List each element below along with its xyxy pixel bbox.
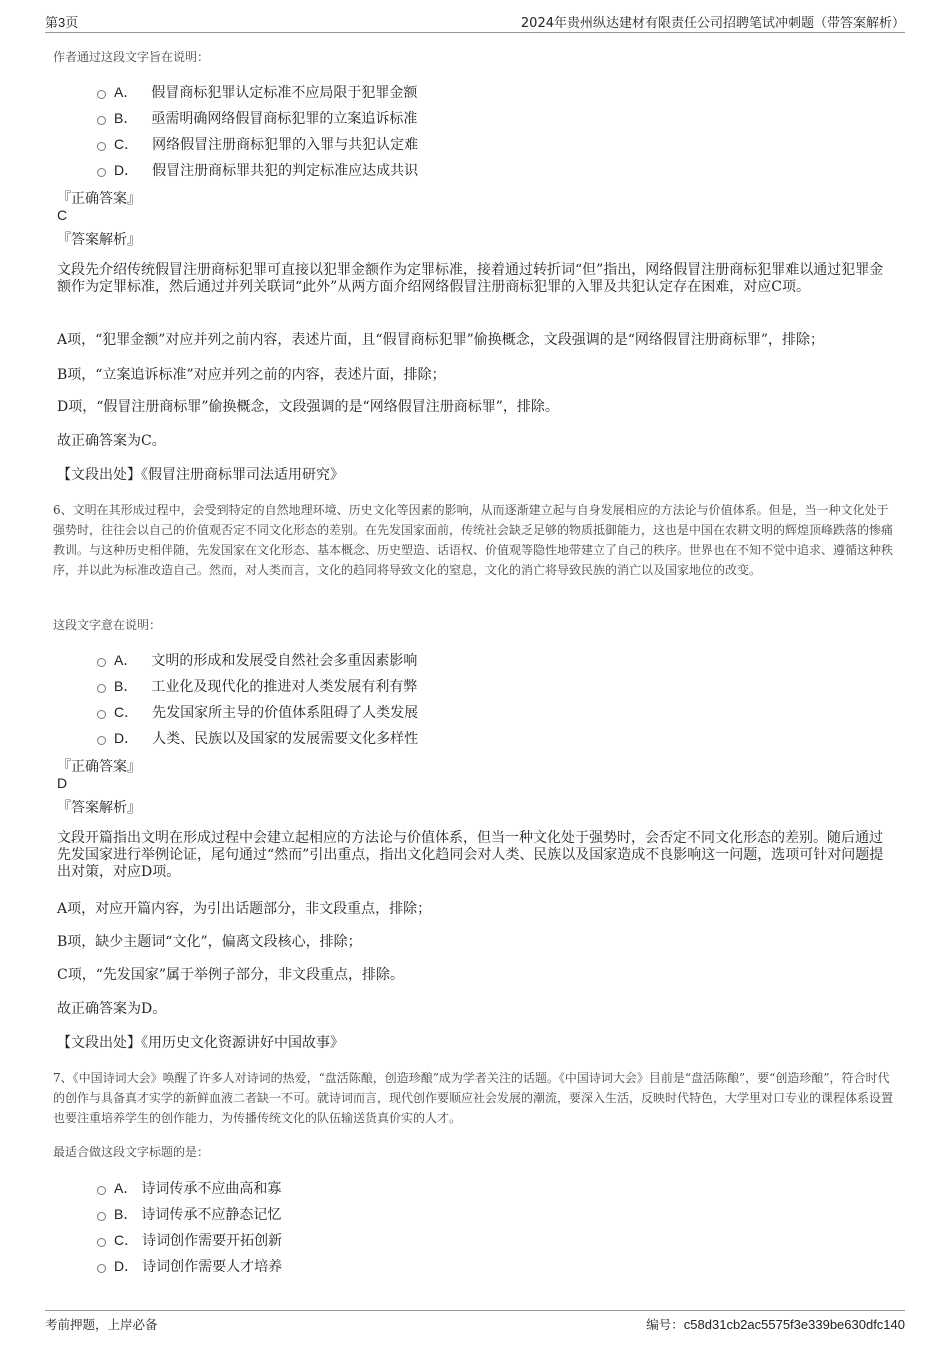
q5-option-b[interactable]: [97, 108, 417, 128]
source-citation: 【文段出处】《用历史文化资源讲好中国故事》: [57, 1035, 344, 1051]
analysis-paragraph: B项，缺少主题词“文化”，偏离文段核心，排除；: [57, 934, 362, 950]
option-text: 工业化及现代化的推进对人类发展有利有弊: [151, 679, 418, 695]
analysis-paragraph: 故正确答案为D。: [57, 1001, 167, 1017]
page-footer: [45, 1310, 905, 1333]
answer-label: 『正确答案』: [57, 191, 141, 207]
option-text: 人类、民族以及国家的发展需要文化多样性: [152, 731, 419, 747]
radio-icon[interactable]: [97, 168, 106, 177]
radio-icon[interactable]: [97, 658, 106, 667]
code-label: 编号：: [646, 1317, 684, 1332]
option-letter: D．: [114, 730, 139, 746]
radio-icon[interactable]: [97, 736, 106, 745]
analysis-paragraph: B项，“立案追诉标准”对应并列之前的内容，表述片面，排除；: [57, 367, 446, 383]
option-letter: B．: [114, 1206, 138, 1222]
option-letter: D．: [114, 162, 139, 178]
option-text: 假冒注册商标罪共犯的判定标准应达成共识: [152, 163, 419, 179]
q7-option-a[interactable]: [97, 1178, 281, 1198]
analysis-paragraph: A项，对应开篇内容，为引出话题部分，非文段重点，排除；: [57, 901, 432, 917]
q6-option-c[interactable]: [97, 702, 418, 722]
correct-answer: D: [57, 775, 68, 791]
q5-option-c[interactable]: [97, 134, 418, 154]
radio-icon[interactable]: [97, 710, 106, 719]
q7-option-b[interactable]: [97, 1204, 281, 1224]
analysis-label: 『答案解析』: [57, 232, 141, 248]
option-text: 亟需明确网络假冒商标犯罪的立案追诉标准: [151, 111, 418, 127]
code-value: c58d31cb2ac5575f3e339be630dfc140: [683, 1317, 905, 1332]
page-number: 第3页: [45, 15, 79, 30]
option-text: 诗词传承不应曲高和寡: [141, 1181, 282, 1197]
radio-icon[interactable]: [97, 1186, 106, 1195]
answer-label: 『正确答案』: [57, 759, 141, 775]
option-letter: C．: [114, 136, 139, 152]
option-text: 网络假冒注册商标犯罪的入罪与共犯认定难: [152, 137, 419, 153]
radio-icon[interactable]: [97, 1264, 106, 1273]
q7-option-d[interactable]: [97, 1256, 282, 1276]
option-text: 诗词创作需要人才培养: [142, 1259, 283, 1275]
radio-icon[interactable]: [97, 142, 106, 151]
analysis-paragraph: C项，“先发国家”属于举例子部分，非文段重点，排除。: [57, 967, 405, 983]
analysis-paragraph: D项，“假冒注册商标罪”偷换概念，文段强调的是“网络假冒注册商标罪”，排除。: [57, 399, 559, 415]
q6-option-a[interactable]: [97, 650, 417, 670]
radio-icon[interactable]: [97, 90, 106, 99]
correct-answer: C: [57, 207, 68, 223]
analysis-paragraph: 故正确答案为C。: [57, 433, 166, 449]
option-letter: A．: [114, 1180, 138, 1196]
option-text: 诗词传承不应静态记忆: [141, 1207, 282, 1223]
page-header: [45, 12, 905, 33]
q5-option-d[interactable]: [97, 160, 418, 180]
q5-prompt: 作者通过这段文字旨在说明：: [53, 50, 210, 64]
q7-passage: 7、《中国诗词大会》唤醒了许多人对诗词的热爱，“盘活陈酿，创造珍酿”成为学者关注的话题。《中国诗词大会》目前是“盘活陈酿”，要“创造珍酿”，符合时代的创作与具备真才实学的新鲜血液二者缺一不可。就诗词而言，现代创作要顺应社会发展的潮流，要深入生活，反映时代特色，大学里对口专业的课程体系设置也要注重培养学生的创作能力，为传播传统文化的队伍输送货真价实的人才。: [53, 1071, 894, 1125]
document-code: [646, 1315, 905, 1333]
source-citation: 【文段出处】《假冒注册商标罪司法适用研究》: [57, 467, 344, 483]
analysis-label: 『答案解析』: [57, 800, 141, 816]
q7-option-c[interactable]: [97, 1230, 282, 1250]
option-letter: A．: [114, 84, 138, 100]
radio-icon[interactable]: [97, 684, 106, 693]
radio-icon[interactable]: [97, 1212, 106, 1221]
option-text: 先发国家所主导的价值体系阻碍了人类发展: [152, 705, 419, 721]
analysis-paragraph: 文段开篇指出文明在形成过程中会建立起相应的方法论与价值体系，但当一种文化处于强势时，会否定不同文化形态的差别。随后通过先发国家进行举例论证，尾句通过“然而”引出重点，指出文化趋同会对人类、民族以及国家造成不良影响这一问题，选项可针对问题提出对策，对应D项。: [57, 830, 884, 880]
q7-prompt: 最适合做这段文字标题的是：: [53, 1145, 210, 1159]
radio-icon[interactable]: [97, 1238, 106, 1247]
q6-prompt: 这段文字意在说明：: [53, 618, 162, 632]
document-title: 2024年贵州纵达建材有限责任公司招聘笔试冲刺题（带答案解析）: [520, 16, 905, 31]
option-text: 文明的形成和发展受自然社会多重因素影响: [151, 653, 418, 669]
option-letter: B．: [114, 678, 138, 694]
analysis-paragraph: A项，“犯罪金额”对应并列之前内容，表述片面，且“假冒商标犯罪”偷换概念，文段强调的是“网络假冒注册商标罪”，排除；: [57, 332, 825, 348]
analysis-paragraph: 文段先介绍传统假冒注册商标犯罪可直接以犯罪金额作为定罪标准，接着通过转折词“但”指出，网络假冒注册商标犯罪难以通过犯罪金额作为定罪标准，然后通过并列关联词“此外”从两方面介绍网络假冒注册商标犯罪的入罪及共犯认定存在困难，对应C项。: [57, 262, 884, 295]
option-letter: B．: [114, 110, 138, 126]
option-letter: D．: [114, 1258, 139, 1274]
option-letter: C．: [114, 704, 139, 720]
option-text: 诗词创作需要开拓创新: [142, 1233, 283, 1249]
q6-passage: 6、文明在其形成过程中，会受到特定的自然地理环境、历史文化等因素的影响，从而逐渐建立起与自身发展相应的方法论与价值体系。但是，当一种文化处于强势时，往往会以自己的价值观否定不同文化形态的差别。在先发国家面前，传统社会缺乏足够的物质抵御能力，这也是中国在农耕文明的辉煌顶峰跌落的惨痛教训。与这种历史相伴随，先发国家在文化形态、基本概念、历史塑造、话语权、价值观等隐性地带建立了自己的秩序。世界也在不知不觉中追求、遵循这种秩序，并以此为标准改造自己。然而，对人类而言，文化的趋同将导致文化的窒息，文化的消亡将导致民族的消亡以及国家地位的改变。: [53, 503, 894, 577]
option-letter: C．: [114, 1232, 139, 1248]
footer-slogan: 考前押题，上岸必备: [45, 1317, 158, 1332]
option-text: 假冒商标犯罪认定标准不应局限于犯罪金额: [151, 85, 418, 101]
q6-option-d[interactable]: [97, 728, 418, 748]
q6-option-b[interactable]: [97, 676, 417, 696]
q5-option-a[interactable]: [97, 82, 417, 102]
option-letter: A．: [114, 652, 138, 668]
radio-icon[interactable]: [97, 116, 106, 125]
